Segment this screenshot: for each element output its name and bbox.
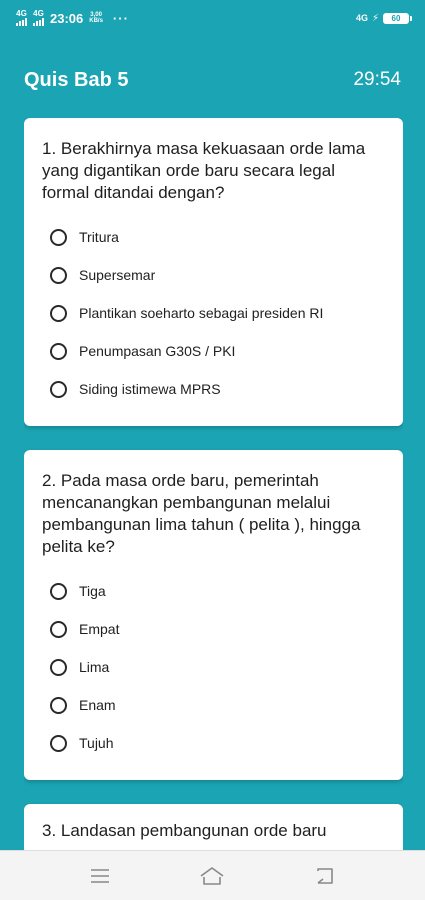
question-card-3 <box>24 804 403 850</box>
option-label: Supersemar <box>79 267 156 283</box>
option-tiga[interactable] <box>42 572 385 610</box>
option-lima[interactable] <box>42 648 385 686</box>
option-empat[interactable] <box>42 610 385 648</box>
question-card-2 <box>24 450 403 780</box>
back-icon <box>314 867 336 885</box>
option-label: Tiga <box>79 583 106 599</box>
question-text: 3. Landasan pembangunan orde baru <box>42 821 327 840</box>
option-label: Tujuh <box>79 735 114 751</box>
charging-icon: ⚡ <box>371 12 379 24</box>
radio-icon[interactable] <box>50 583 67 600</box>
battery-icon <box>383 13 409 24</box>
quiz-timer: 29:54 <box>353 69 401 90</box>
radio-icon[interactable] <box>50 267 67 284</box>
menu-icon <box>89 868 111 884</box>
option-siding[interactable] <box>42 370 385 408</box>
option-tritura[interactable] <box>42 218 385 256</box>
status-time: 23:06 <box>50 10 84 26</box>
navigation-bar <box>0 850 425 900</box>
option-penumpasan[interactable] <box>42 332 385 370</box>
option-label: Penumpasan G30S / PKI <box>79 343 236 359</box>
option-label: Tritura <box>79 229 119 245</box>
option-tujuh[interactable] <box>42 724 385 762</box>
radio-icon[interactable] <box>50 659 67 676</box>
radio-icon[interactable] <box>50 381 67 398</box>
option-label: Lima <box>79 659 110 675</box>
option-enam[interactable] <box>42 686 385 724</box>
option-label: Plantikan soeharto sebagai presiden RI <box>79 305 324 321</box>
option-label: Siding istimewa MPRS <box>79 381 221 397</box>
question-card-1 <box>24 118 403 426</box>
question-list[interactable] <box>24 118 403 850</box>
radio-icon[interactable] <box>50 343 67 360</box>
signal-icon-2: 4G <box>33 10 44 26</box>
question-text: 1. Berakhirnya masa kekuasaan orde lama yang digantikan orde baru secara legal formal ditandai dengan? <box>42 139 366 202</box>
battery-level: 60 <box>391 13 401 23</box>
nav-menu-button[interactable] <box>80 856 120 896</box>
nav-back-button[interactable] <box>305 856 345 896</box>
more-notifications-icon: ··· <box>112 10 129 26</box>
radio-icon[interactable] <box>50 305 67 322</box>
radio-icon[interactable] <box>50 697 67 714</box>
nav-home-button[interactable] <box>192 856 232 896</box>
network-speed: 3,00 KB/s <box>89 12 103 24</box>
option-label: Enam <box>79 697 116 713</box>
option-pelantikan[interactable] <box>42 294 385 332</box>
status-right <box>356 13 409 24</box>
signal-icon-1: 4G <box>16 10 27 26</box>
status-left <box>16 10 129 26</box>
option-supersemar[interactable] <box>42 256 385 294</box>
home-icon <box>198 866 226 886</box>
page-title: Quis Bab 5 <box>24 68 129 91</box>
status-bar <box>0 0 425 36</box>
question-text: 2. Pada masa orde baru, pemerintah mencanangkan pembangunan melalui pembangunan lima tahun ( pelita ), hingga pelita ke? <box>42 471 361 556</box>
radio-icon[interactable] <box>50 621 67 638</box>
radio-icon[interactable] <box>50 229 67 246</box>
app-bar <box>0 56 425 104</box>
option-label: Empat <box>79 621 120 637</box>
radio-icon[interactable] <box>50 735 67 752</box>
network-type: 4G <box>355 13 368 23</box>
